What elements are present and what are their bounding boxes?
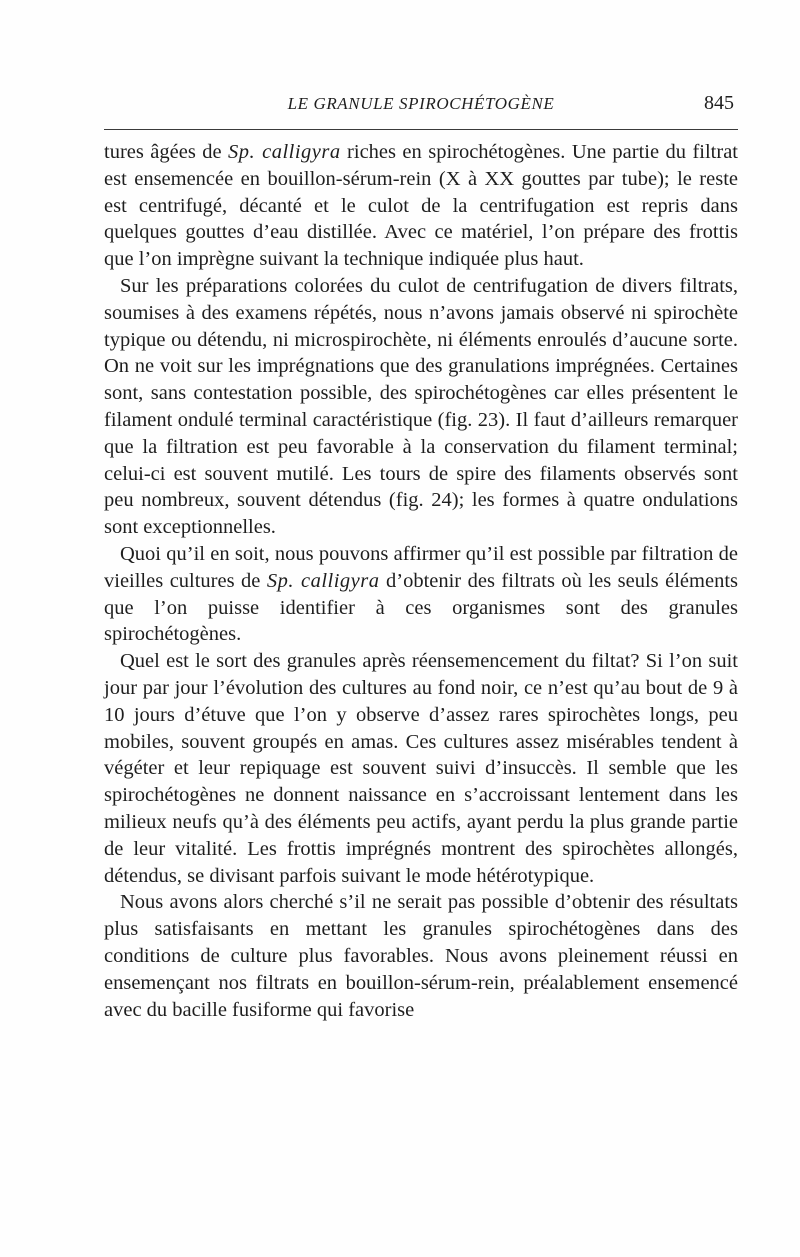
paragraph-1: tures âgées de Sp. calligyra riches en spirochétogènes. Une partie du filtrat est ensemencée en bouillon-sérum-rein (X à XX gouttes par tube); le reste est centrifugé, décanté et le culot de la centrifugation est repris dans quelques gouttes d’eau distillée. Avec ce matériel, l’on prépare des frottis que l’on imprègne suivant la technique indiquée plus haut. [104, 141, 738, 271]
species-name: Sp. calligyra [228, 141, 341, 163]
page-header [104, 92, 738, 126]
page-number: 845 [704, 92, 734, 114]
body-text [104, 139, 738, 1023]
paragraph-3: Quoi qu’il en soit, nous pouvons affirmer qu’il est possible par filtration de vieilles cultures de Sp. calligyra d’obtenir des filtrats où les seuls éléments que l’on puisse identifier à ces organismes sont des granules spirochétogènes. [104, 542, 738, 646]
paragraph-4: Quel est le sort des granules après réensemencement du filtat? Si l’on suit jour par jour l’évolution des cultures au fond noir, ce n’est qu’au bout de 9 à 10 jours d’étuve que l’on y observe d’assez rares spirochètes longs, peu mobiles, souvent groupés en amas. Ces cultures assez misérables tendent à végéter et leur repiquage est souvent suivi d’insuccès. Il semble que les spirochétogènes ne donnent naissance en s’accroissant lentement dans les milieux neufs qu’à des éléments peu actifs, ayant perdu la plus grande partie de leur vitalité. Les frottis imprégnés montrent des spirochètes allongés, détendus, se divisant parfois suivant le mode hétérotypique. [104, 650, 738, 887]
paragraph-5: Nous avons alors cherché s’il ne serait pas possible d’obtenir des résultats plus satisfaisants en mettant les granules spirochétogènes dans des conditions de culture plus favorables. Nous avons pleinement réussi en ensemençant nos filtrats en bouillon-sérum-rein, préalablement ensemencé avec du bacille fusiforme qui favorise [104, 891, 738, 1021]
header-rule [104, 129, 738, 130]
running-title: LE GRANULE SPIROCHÉTOGÈNE [287, 94, 555, 113]
species-name: Sp. calligyra [266, 569, 380, 592]
paragraph-2: Sur les préparations colorées du culot de centrifugation de divers filtrats, soumises à des examens répétés, nous n’avons jamais observé ni spirochète typique ou détendu, ni microspirochète, ni éléments enroulés d’aucune sorte. On ne voit sur les imprégnations que des granulations imprégnées. Certaines sont, sans contestation possible, des spirochétogènes car elles présentent le filament ondulé terminal caractéristique (fig. 23). Il faut d’ailleurs remarquer que la filtration est peu favorable à la conservation du filament terminal; celui-ci est souvent mutilé. Les tours de spire des filaments observés sont peu nombreux, souvent détendus (fig. 24); les formes à quatre ondulations sont exceptionnelles. [104, 274, 738, 539]
